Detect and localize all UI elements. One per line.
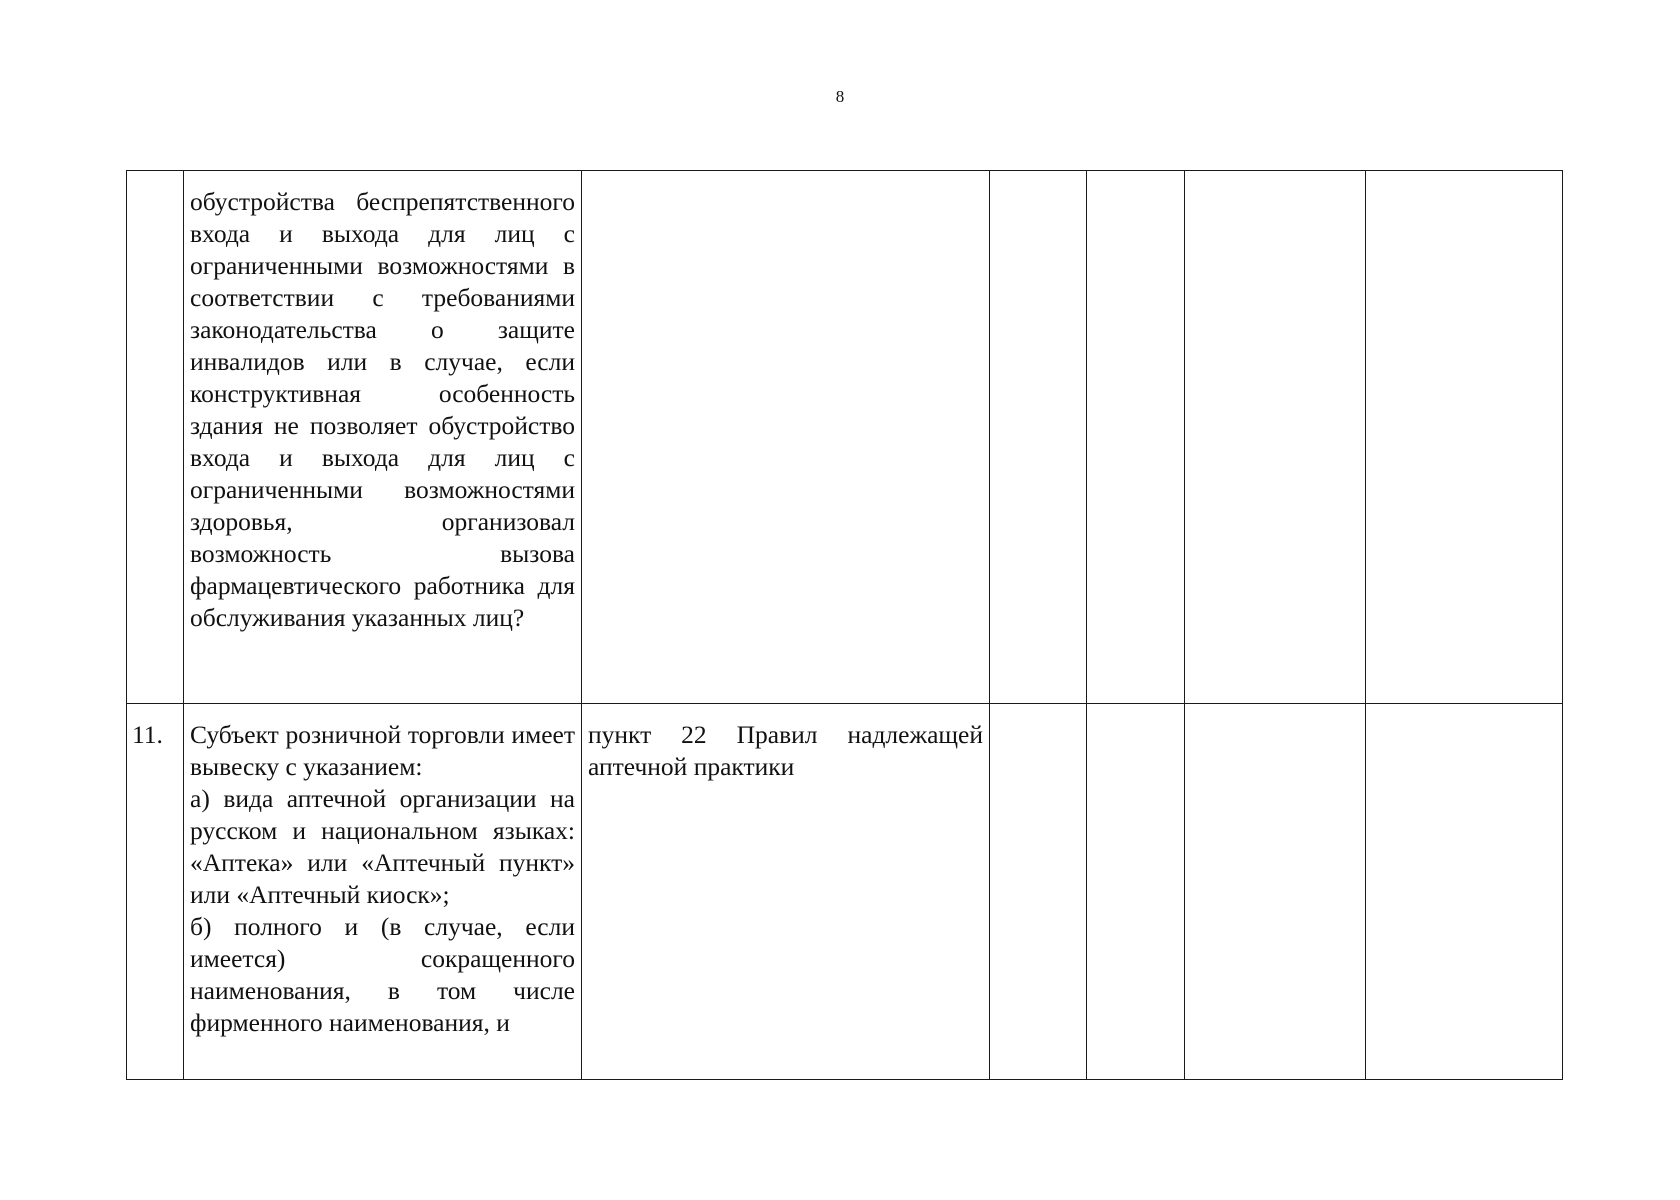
question-paragraph: а) вида аптечной организации на русском и национальном языках: «Аптека» или «Аптечный пункт» или «Аптечный киоск»; bbox=[190, 784, 575, 909]
reference-text bbox=[582, 171, 989, 186]
answer-yes-cell bbox=[990, 704, 1087, 1080]
row-number bbox=[127, 171, 183, 186]
answer-yes-cell bbox=[990, 171, 1087, 704]
question-text bbox=[184, 704, 581, 1039]
remarks-cell bbox=[1366, 171, 1563, 704]
row-number-cell bbox=[127, 704, 184, 1080]
reference-text: пункт 22 Правил надлежащей аптечной практики bbox=[588, 720, 983, 781]
remarks-cell bbox=[1366, 704, 1563, 1080]
table-row bbox=[127, 171, 1563, 704]
question-cell bbox=[184, 171, 582, 704]
question-paragraph: б) полного и (в случае, если имеется) сокращенного наименования, в том числе фирменного наименования, и bbox=[190, 912, 575, 1037]
checklist-table bbox=[126, 170, 1563, 1080]
table-row bbox=[127, 704, 1563, 1080]
row-number: 11. bbox=[132, 720, 163, 749]
question-cell bbox=[184, 704, 582, 1080]
question-text bbox=[184, 171, 581, 634]
row-number-cell bbox=[127, 171, 184, 704]
page-number: 8 bbox=[835, 87, 845, 106]
question-paragraph: Субъект розничной торговли имеет вывеску с указанием: bbox=[190, 720, 575, 781]
question-paragraph: обустройства беспрепятственного входа и выхода для лиц с ограниченными возможностями в соответствии с требованиями законодательства о защите инвалидов или в случае, если конструктивная особенность здания не позволяет обустройство входа и выхода для лиц с ограниченными возможностями здоровья, организовал возможность вызова фармацевтического работника для обслуживания указанных лиц? bbox=[190, 187, 575, 632]
answer-no-cell bbox=[1087, 704, 1185, 1080]
answer-no-cell bbox=[1087, 171, 1185, 704]
reference-cell bbox=[582, 704, 990, 1080]
answer-not-applicable-cell bbox=[1185, 171, 1366, 704]
answer-not-applicable-cell bbox=[1185, 704, 1366, 1080]
reference-cell bbox=[582, 171, 990, 704]
